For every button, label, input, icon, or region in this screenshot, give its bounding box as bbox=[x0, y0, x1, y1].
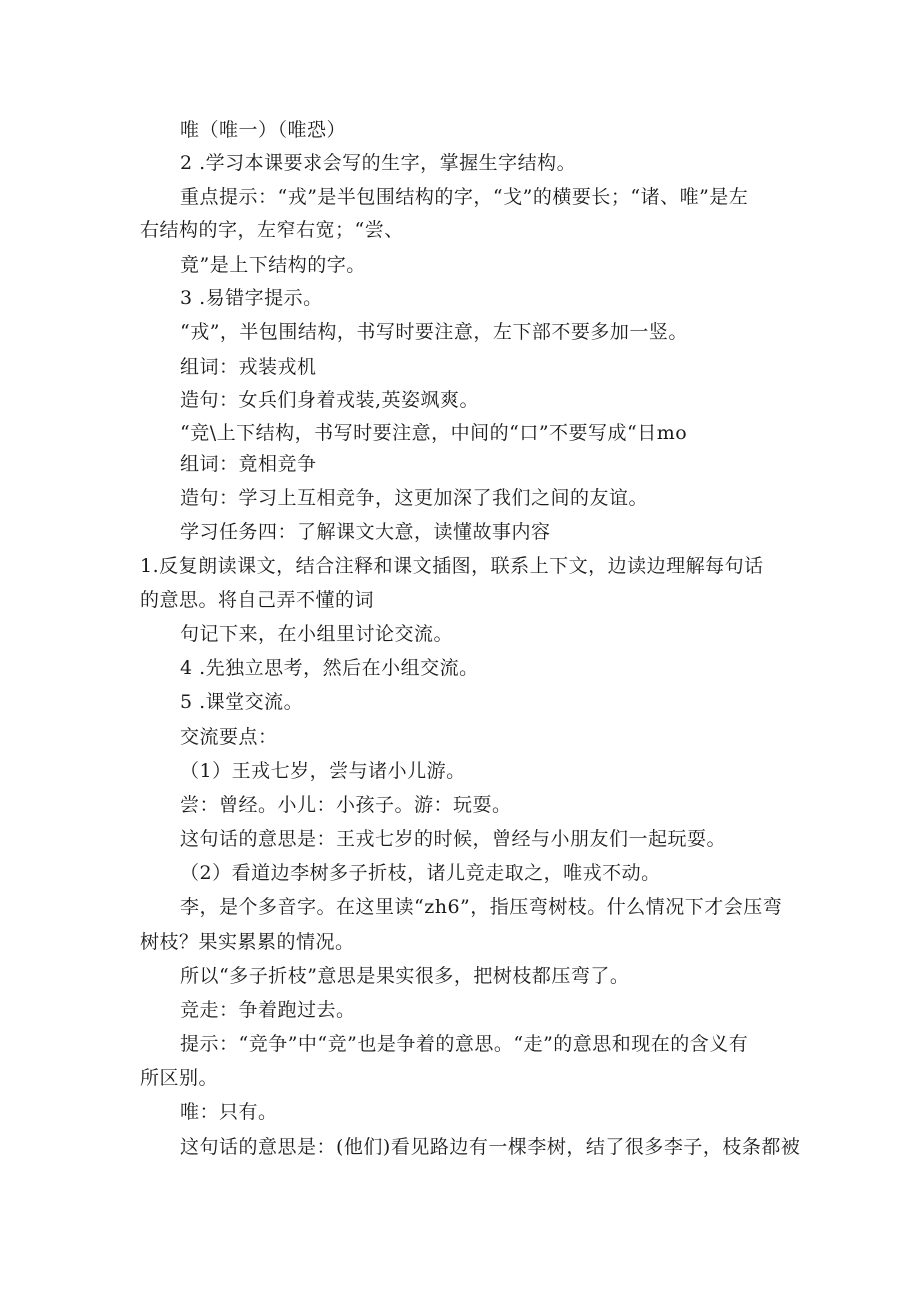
text-line: 树枝？果实累累的情况。 bbox=[140, 931, 355, 953]
text-line: 句记下来，在小组里讨论交流。 bbox=[180, 623, 454, 645]
text-line: 组词：戎装戎机 bbox=[180, 356, 317, 378]
text-line: 这句话的意思是：(他们)看见路边有一棵李树，结了很多李子，枝条都被 bbox=[180, 1136, 801, 1158]
text-line: 提示：“竞争”中“竞”也是争着的意思。“走”的意思和现在的含义有 bbox=[180, 1033, 749, 1055]
text-line: 造句：女兵们身着戎装,英姿飒爽。 bbox=[180, 389, 480, 411]
text-line: 造句：学习上互相竞争，这更加深了我们之间的友谊。 bbox=[180, 487, 649, 509]
text-line: 所区别。 bbox=[140, 1067, 219, 1089]
text-line: 竞走：争着跑过去。 bbox=[180, 999, 356, 1021]
text-line: 的意思。将自己弄不懂的词 bbox=[140, 589, 375, 611]
text-line: 唯：只有。 bbox=[180, 1101, 278, 1123]
text-line: 学习任务四：了解课文大意，读懂故事内容 bbox=[180, 521, 551, 543]
text-line: 这句话的意思是：王戎七岁的时候，曾经与小朋友们一起玩耍。 bbox=[180, 828, 727, 850]
text-line: 交流要点： bbox=[180, 726, 278, 748]
text-line: 尝：曾经。小儿：小孩子。游：玩耍。 bbox=[180, 794, 512, 816]
text-line: （1）王戎七岁，尝与诸小儿游。 bbox=[180, 760, 466, 782]
text-line: 1.反复朗读课文，结合注释和课文插图，联系上下文，边读边理解每句话 bbox=[140, 555, 764, 577]
text-line: 4 .先独立思考，然后在小组交流。 bbox=[180, 657, 479, 679]
text-line: “竞\上下结构，书写时要注意，中间的“口”不要写成“日mo bbox=[180, 422, 688, 444]
text-line: 所以“多子折枝”意思是果实很多，把树枝都压弯了。 bbox=[180, 965, 630, 987]
text-line: 重点提示：“戎”是半包围结构的字，“戈”的横要长；“诸、唯”是左 bbox=[180, 186, 749, 208]
text-line: “戎”，半包围结构，书写时要注意，左下部不要多加一竖。 bbox=[180, 321, 688, 343]
text-line: 3 .易错字提示。 bbox=[180, 287, 323, 309]
text-line: 组词：竟相竞争 bbox=[180, 453, 317, 475]
text-line: 唯（唯一）（唯恐） bbox=[180, 119, 347, 141]
text-line: 2 .学习本课要求会写的生字，掌握生字结构。 bbox=[180, 152, 577, 174]
text-line: 右结构的字，左窄右宽；“尝、 bbox=[140, 219, 404, 241]
text-line: 李，是个多音字。在这里读“zh6”，指压弯树枝。什么情况下才会压弯 bbox=[180, 896, 783, 918]
text-line: （2）看道边李树多子折枝，诸儿竞走取之，唯戎不动。 bbox=[180, 862, 661, 884]
text-line: 竟”是上下结构的字。 bbox=[180, 254, 366, 276]
text-line: 5 .课堂交流。 bbox=[180, 691, 304, 713]
